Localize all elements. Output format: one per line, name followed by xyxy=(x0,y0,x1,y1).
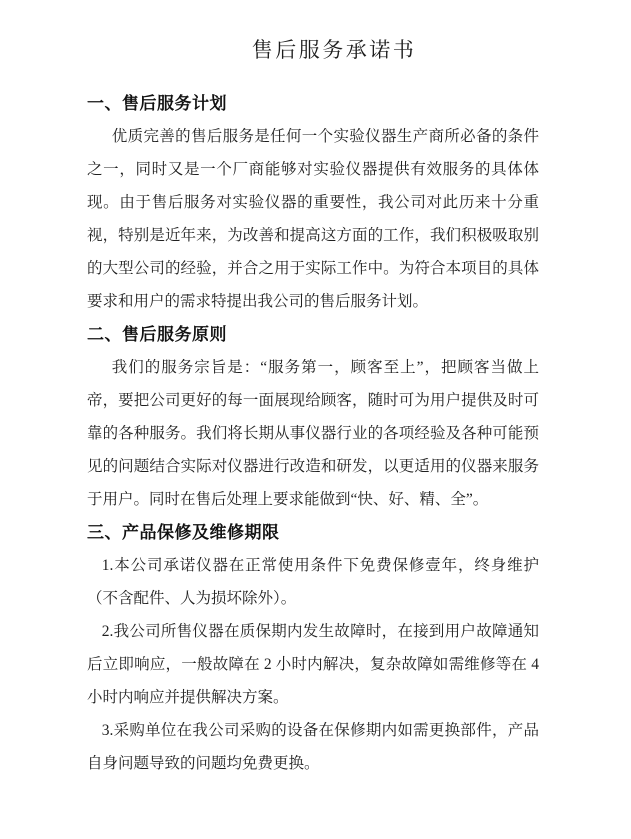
section-service-plan xyxy=(87,87,539,318)
section-heading-warranty-terms: 三、产品保修及维修期限 xyxy=(87,523,280,542)
document-title: 售后服务承诺书 xyxy=(251,38,417,62)
paragraph-warranty-item-2: 2.我公司所售仪器在质保期内发生故障时，在接到用户故障通知后立即响应，一般故障在 2 小时内解决，复杂故障如需维修等在 4 小时内响应并提供解决方案。 xyxy=(87,623,539,706)
section-service-principles xyxy=(87,318,539,516)
section-heading-service-plan: 一、售后服务计划 xyxy=(87,94,227,113)
paragraph-warranty-item-3: 3.采购单位在我公司采购的设备在保修期内如需更换部件，产品自身问题导致的问题均免费更换。 xyxy=(87,722,539,772)
paragraph: 我们的服务宗旨是：“服务第一，顾客至上”，把顾客当做上帝，要把公司更好的每一面展现给顾客，随时可为用户提供及时可靠的各种服务。我们将长期从事仪器行业的各项经验及各种可能预见的问题结合实际对仪器进行改造和研发，以更适用的仪器来服务于用户。同时在售后处理上要求能做到“快、好、精、全”。 xyxy=(87,359,539,508)
paragraph: 优质完善的售后服务是任何一个实验仪器生产商所必备的条件之一，同时又是一个厂商能够对实验仪器提供有效服务的具体体现。由于售后服务对实验仪器的重要性，我公司对此历来十分重视，特别是近年来，为改善和提高这方面的工作，我们积极吸取别的大型公司的经验，并合之用于实际工作中。为符合本项目的具体要求和用户的需求特提出我公司的售后服务计划。 xyxy=(87,128,539,310)
section-warranty-terms xyxy=(87,516,539,780)
section-heading-service-principles: 二、售后服务原则 xyxy=(87,325,227,344)
paragraph-warranty-item-1: 1.本公司承诺仪器在正常使用条件下免费保修壹年，终身维护（不含配件、人为损坏除外）。 xyxy=(87,557,539,607)
